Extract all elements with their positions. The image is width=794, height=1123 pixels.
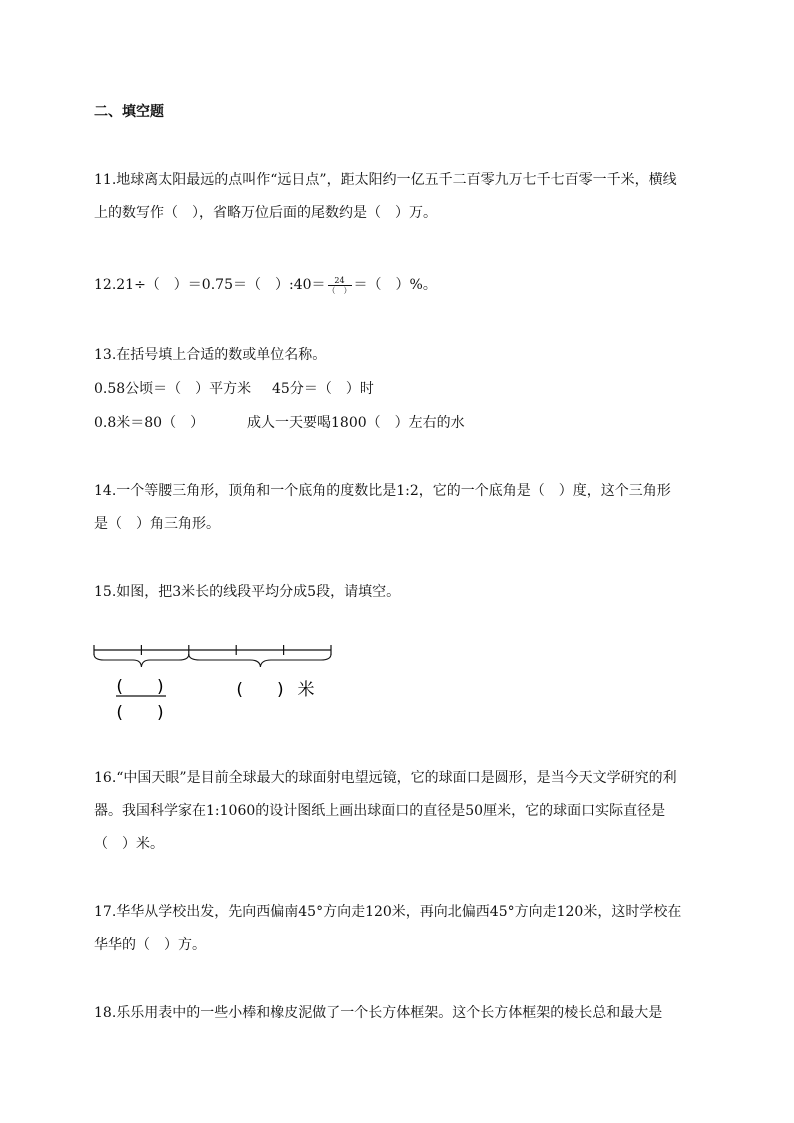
right-brace [189,654,331,667]
q12-fraction-numerator: 24 [328,276,352,286]
fig-fraction-numerator: ( ) [116,677,164,697]
q15-line-1: 15.如图，把3米长的线段平均分成5段，请填空。 [94,584,401,600]
q13-line-1: 13.在括号填上合适的数或单位名称。 [94,347,327,363]
section-title: 二、填空题 [94,104,164,120]
q12-part-1: 12.21÷（ ）＝0.75＝（ ）:40＝ [94,277,326,293]
q17-line-2: 华华的（ ）方。 [94,937,206,953]
q18-line-1: 18.乐乐用表中的一些小棒和橡皮泥做了一个长方体框架。这个长方体框架的棱长总和最大是 [94,1005,663,1021]
fig-unit: 米 [297,680,315,700]
q14-line-2: 是（ ）角三角形。 [94,516,220,532]
question-12 [94,275,437,295]
q14-line-1: 14.一个等腰三角形，顶角和一个底角的度数比是1:2，它的一个底角是（ ）度，这个三角形 [94,483,671,499]
segment-figure [90,640,350,725]
q11-line-1: 11.地球离太阳最远的点叫作“远日点”，距太阳约一亿五千二百零九万七千七百零一千米，横线 [94,172,677,188]
q13-item-d: 成人一天要喝1800（ ）左右的水 [247,415,465,431]
q12-fraction-denominator: （ ） [327,285,352,295]
left-brace [94,654,189,667]
q11-line-2: 上的数写作（ ），省略万位后面的尾数约是（ ）万。 [94,205,437,221]
fig-fraction-denominator: ( ) [116,703,164,723]
fig-right-blank: ( ) [236,680,284,700]
q12-fraction [328,276,352,295]
q13-item-a: 0.58公顷＝（ ）平方米 [94,381,252,397]
q17-line-1: 17.华华从学校出发，先向西偏南45°方向走120米，再向北偏西45°方向走120米，这时学校在 [94,904,682,920]
q16-line-3: （ ）米。 [94,836,164,852]
q16-line-2: 器。我国科学家在1:1060的设计图纸上画出球面口的直径是50厘米，它的球面口实际直径是 [94,803,666,819]
q13-item-b: 45分＝（ ）时 [272,381,374,397]
q12-part-2: ＝（ ）%。 [353,277,437,293]
q16-line-1: 16.“中国天眼”是目前全球最大的球面射电望远镜，它的球面口是圆形，是当今天文学研究的利 [94,770,677,786]
q13-item-c: 0.8米＝80（ ） [94,415,205,431]
